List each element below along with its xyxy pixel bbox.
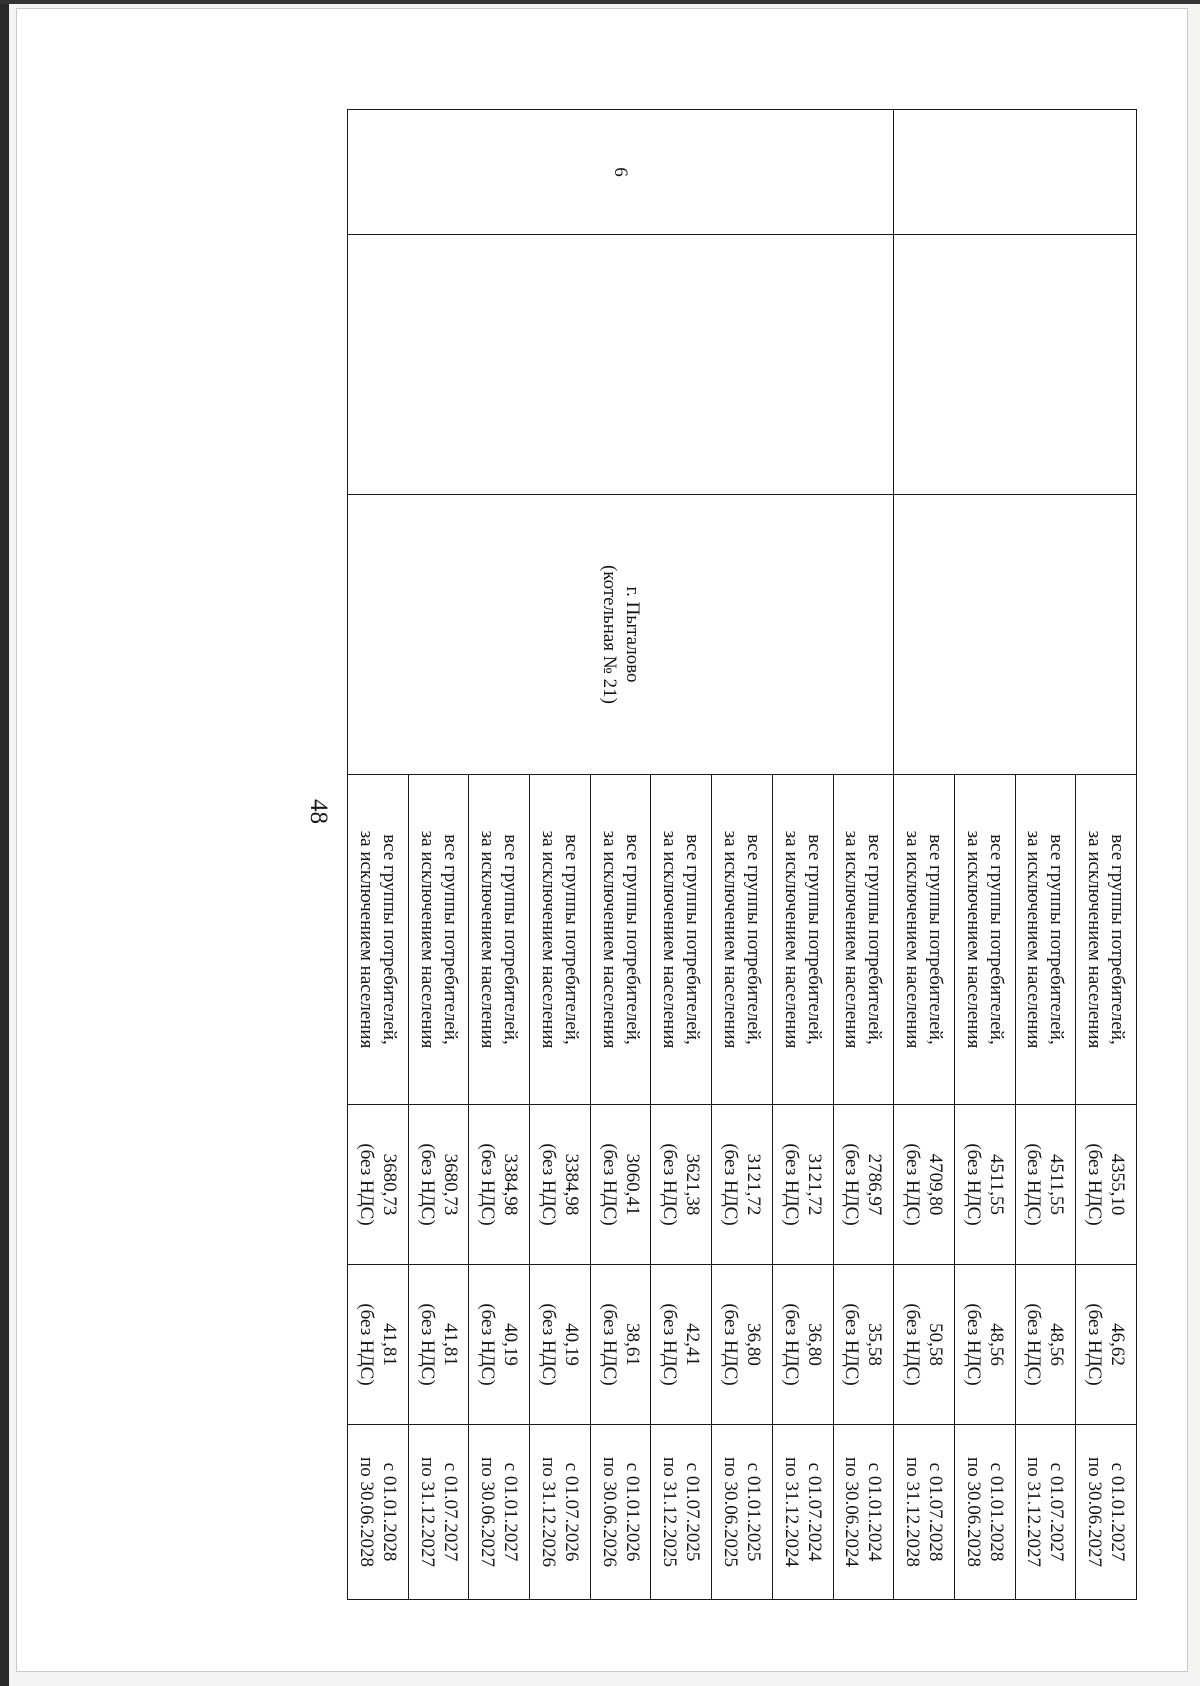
- period-from: с 01.07.2026: [560, 1462, 582, 1562]
- rate-value: 36,80: [743, 1323, 765, 1366]
- rate-value: 40,19: [560, 1323, 582, 1366]
- period-to: по 30.06.2028: [962, 1457, 984, 1567]
- period-to: по 30.06.2027: [1084, 1457, 1106, 1567]
- tariff-value: 3121,72: [743, 1153, 765, 1216]
- consumer-line: за исключением населения: [477, 830, 499, 1049]
- vat-note: (без НДС): [962, 1303, 984, 1386]
- tariff-cell: [894, 1105, 955, 1265]
- rate-value: 48,56: [1046, 1323, 1068, 1366]
- vat-note: (без НДС): [1084, 1143, 1106, 1226]
- period-from: с 01.01.2027: [1107, 1462, 1129, 1562]
- period-to: по 31.12.2027: [416, 1457, 438, 1567]
- vat-note: (без НДС): [416, 1303, 438, 1386]
- rate-cell: [469, 1265, 530, 1425]
- period-from: с 01.01.2027: [500, 1462, 522, 1562]
- rate-value: 41,81: [439, 1323, 461, 1366]
- period-to: по 31.12.2028: [902, 1457, 924, 1567]
- consumer-group-cell: [408, 775, 469, 1105]
- vat-note: (без НДС): [659, 1303, 681, 1386]
- rate-value: 42,41: [682, 1323, 704, 1366]
- tariff-cell: [530, 1105, 591, 1265]
- period-to: по 30.06.2028: [355, 1457, 377, 1567]
- tariff-value: 3060,41: [621, 1153, 643, 1216]
- rate-value: 46,62: [1107, 1323, 1129, 1366]
- rate-value: 36,80: [803, 1323, 825, 1366]
- consumer-line: за исключением населения: [659, 830, 681, 1049]
- rate-cell: [712, 1265, 773, 1425]
- rate-cell: [590, 1265, 651, 1425]
- tariff-cell: [712, 1105, 773, 1265]
- tariff-cell: [590, 1105, 651, 1265]
- consumer-line: за исключением населения: [416, 830, 438, 1049]
- consumer-line: все группы потребителей,: [1107, 834, 1129, 1045]
- period-from: с 01.01.2025: [743, 1462, 765, 1562]
- period-to: по 30.06.2027: [477, 1457, 499, 1567]
- period-to: по 30.06.2024: [841, 1457, 863, 1567]
- consumer-line: за исключением населения: [841, 830, 863, 1049]
- consumer-line: все группы потребителей,: [925, 834, 947, 1045]
- consumer-group-cell: [348, 775, 409, 1105]
- tariff-cell: [772, 1105, 833, 1265]
- tariff-cell: [469, 1105, 530, 1265]
- period-to: по 30.06.2026: [598, 1457, 620, 1567]
- period-from: с 01.07.2024: [803, 1462, 825, 1562]
- tariff-table: [347, 109, 1137, 1600]
- tariff-cell: [348, 1105, 409, 1265]
- consumer-line: за исключением населения: [1084, 830, 1106, 1049]
- period-to: по 31.12.2024: [780, 1457, 802, 1567]
- rate-cell: [1076, 1265, 1137, 1425]
- table-row: [1076, 110, 1137, 1600]
- vat-note: (без НДС): [780, 1303, 802, 1386]
- vat-note: (без НДС): [841, 1143, 863, 1226]
- period-cell: [348, 1425, 409, 1600]
- period-cell: [651, 1425, 712, 1600]
- tariff-value: 3621,38: [682, 1153, 704, 1216]
- period-to: по 30.06.2025: [720, 1457, 742, 1567]
- vat-note: (без НДС): [416, 1143, 438, 1226]
- consumer-line: все группы потребителей,: [803, 834, 825, 1045]
- period-cell: [894, 1425, 955, 1600]
- rate-cell: [408, 1265, 469, 1425]
- tariff-value: 3384,98: [560, 1153, 582, 1216]
- vat-note: (без НДС): [902, 1143, 924, 1226]
- period-cell: [1015, 1425, 1076, 1600]
- object-cell-empty: [348, 235, 894, 495]
- tariff-value: 3680,73: [378, 1153, 400, 1216]
- rate-value: 35,58: [864, 1323, 886, 1366]
- tariff-cell: [1015, 1105, 1076, 1265]
- page-number: 48: [305, 799, 332, 824]
- location-line: г. Пыталово: [621, 586, 643, 683]
- consumer-line: все группы потребителей,: [439, 834, 461, 1045]
- consumer-line: за исключением населения: [537, 830, 559, 1049]
- seq-number-cell: 6: [348, 110, 894, 235]
- rate-cell: [772, 1265, 833, 1425]
- tariff-value: 4355,10: [1107, 1153, 1129, 1216]
- vat-note: (без НДС): [355, 1143, 377, 1226]
- period-cell: [712, 1425, 773, 1600]
- period-cell: [530, 1425, 591, 1600]
- table-body: [348, 110, 1137, 1600]
- consumer-group-cell: [712, 775, 773, 1105]
- vat-note: (без НДС): [659, 1143, 681, 1226]
- consumer-group-cell: [1076, 775, 1137, 1105]
- period-from: с 01.07.2027: [1046, 1462, 1068, 1562]
- consumer-group-cell: [590, 775, 651, 1105]
- tariff-cell: [833, 1105, 894, 1265]
- consumer-line: за исключением населения: [902, 830, 924, 1049]
- vat-note: (без НДС): [902, 1303, 924, 1386]
- period-cell: [954, 1425, 1015, 1600]
- consumer-group-cell: [469, 775, 530, 1105]
- vat-note: (без НДС): [720, 1143, 742, 1226]
- consumer-line: все группы потребителей,: [864, 834, 886, 1045]
- period-cell: [408, 1425, 469, 1600]
- consumer-line: за исключением населения: [780, 830, 802, 1049]
- tariff-value: 4709,80: [925, 1153, 947, 1216]
- location-line: (котельная № 21): [598, 564, 620, 705]
- rate-cell: [530, 1265, 591, 1425]
- rotated-content: [197, 109, 1137, 1599]
- rate-cell: [348, 1265, 409, 1425]
- consumer-group-cell: [651, 775, 712, 1105]
- rate-value: 41,81: [378, 1323, 400, 1366]
- consumer-line: все группы потребителей,: [985, 834, 1007, 1045]
- period-cell: [590, 1425, 651, 1600]
- period-from: с 01.01.2026: [621, 1462, 643, 1562]
- tariff-value: 3384,98: [500, 1153, 522, 1216]
- rate-cell: [833, 1265, 894, 1425]
- seq-cell-empty: [894, 110, 1137, 235]
- rate-cell: [954, 1265, 1015, 1425]
- tariff-value: 3680,73: [439, 1153, 461, 1216]
- rate-cell: [894, 1265, 955, 1425]
- object-cell-empty: [894, 235, 1137, 495]
- consumer-line: все группы потребителей,: [1046, 834, 1068, 1045]
- vat-note: (без НДС): [598, 1303, 620, 1386]
- period-from: с 01.01.2028: [378, 1462, 400, 1562]
- period-from: с 01.01.2028: [985, 1462, 1007, 1562]
- consumer-line: все группы потребителей,: [378, 834, 400, 1045]
- rate-cell: [1015, 1265, 1076, 1425]
- consumer-group-cell: [954, 775, 1015, 1105]
- vat-note: (без НДС): [477, 1303, 499, 1386]
- location-cell-empty: [894, 495, 1137, 775]
- tariff-value: 3121,72: [803, 1153, 825, 1216]
- rate-value: 38,61: [621, 1323, 643, 1366]
- consumer-line: за исключением населения: [962, 830, 984, 1049]
- consumer-line: все группы потребителей,: [621, 834, 643, 1045]
- tariff-value: 2786,97: [864, 1153, 886, 1216]
- vat-note: (без НДС): [841, 1303, 863, 1386]
- consumer-line: за исключением населения: [355, 830, 377, 1049]
- rate-value: 48,56: [985, 1323, 1007, 1366]
- vat-note: (без НДС): [1023, 1303, 1045, 1386]
- tariff-cell: [954, 1105, 1015, 1265]
- vat-note: (без НДС): [1084, 1303, 1106, 1386]
- consumer-line: за исключением населения: [598, 830, 620, 1049]
- consumer-group-cell: [1015, 775, 1076, 1105]
- location-cell: [348, 495, 894, 775]
- period-to: по 31.12.2025: [659, 1457, 681, 1567]
- vat-note: (без НДС): [598, 1143, 620, 1226]
- period-cell: [833, 1425, 894, 1600]
- consumer-line: все группы потребителей,: [500, 834, 522, 1045]
- vat-note: (без НДС): [537, 1303, 559, 1386]
- period-to: по 31.12.2027: [1023, 1457, 1045, 1567]
- consumer-line: все группы потребителей,: [560, 834, 582, 1045]
- vat-note: (без НДС): [1023, 1143, 1045, 1226]
- period-from: с 01.07.2025: [682, 1462, 704, 1562]
- consumer-group-cell: [833, 775, 894, 1105]
- vat-note: (без НДС): [720, 1303, 742, 1386]
- period-cell: [469, 1425, 530, 1600]
- tariff-cell: [408, 1105, 469, 1265]
- consumer-line: за исключением населения: [720, 830, 742, 1049]
- vat-note: (без НДС): [477, 1143, 499, 1226]
- scan-edge-left: [0, 0, 9, 1686]
- period-from: с 01.07.2028: [925, 1462, 947, 1562]
- vat-note: (без НДС): [962, 1143, 984, 1226]
- tariff-value: 4511,55: [1046, 1153, 1068, 1216]
- tariff-cell: [651, 1105, 712, 1265]
- period-from: с 01.07.2027: [439, 1462, 461, 1562]
- vat-note: (без НДС): [537, 1143, 559, 1226]
- consumer-group-cell: [772, 775, 833, 1105]
- tariff-cell: [1076, 1105, 1137, 1265]
- period-cell: [1076, 1425, 1137, 1600]
- rate-value: 40,19: [500, 1323, 522, 1366]
- consumer-line: все группы потребителей,: [682, 834, 704, 1045]
- period-to: по 31.12.2026: [537, 1457, 559, 1567]
- period-from: с 01.01.2024: [864, 1462, 886, 1562]
- period-cell: [772, 1425, 833, 1600]
- vat-note: (без НДС): [355, 1303, 377, 1386]
- document-page: [16, 8, 1188, 1672]
- vat-note: (без НДС): [780, 1143, 802, 1226]
- rate-cell: [651, 1265, 712, 1425]
- consumer-group-cell: [530, 775, 591, 1105]
- consumer-line: все группы потребителей,: [743, 834, 765, 1045]
- tariff-value: 4511,55: [985, 1153, 1007, 1216]
- table-row: [833, 110, 894, 1600]
- consumer-line: за исключением населения: [1023, 830, 1045, 1049]
- rate-value: 50,58: [925, 1323, 947, 1366]
- scan-edge-top: [0, 0, 1200, 4]
- consumer-group-cell: [894, 775, 955, 1105]
